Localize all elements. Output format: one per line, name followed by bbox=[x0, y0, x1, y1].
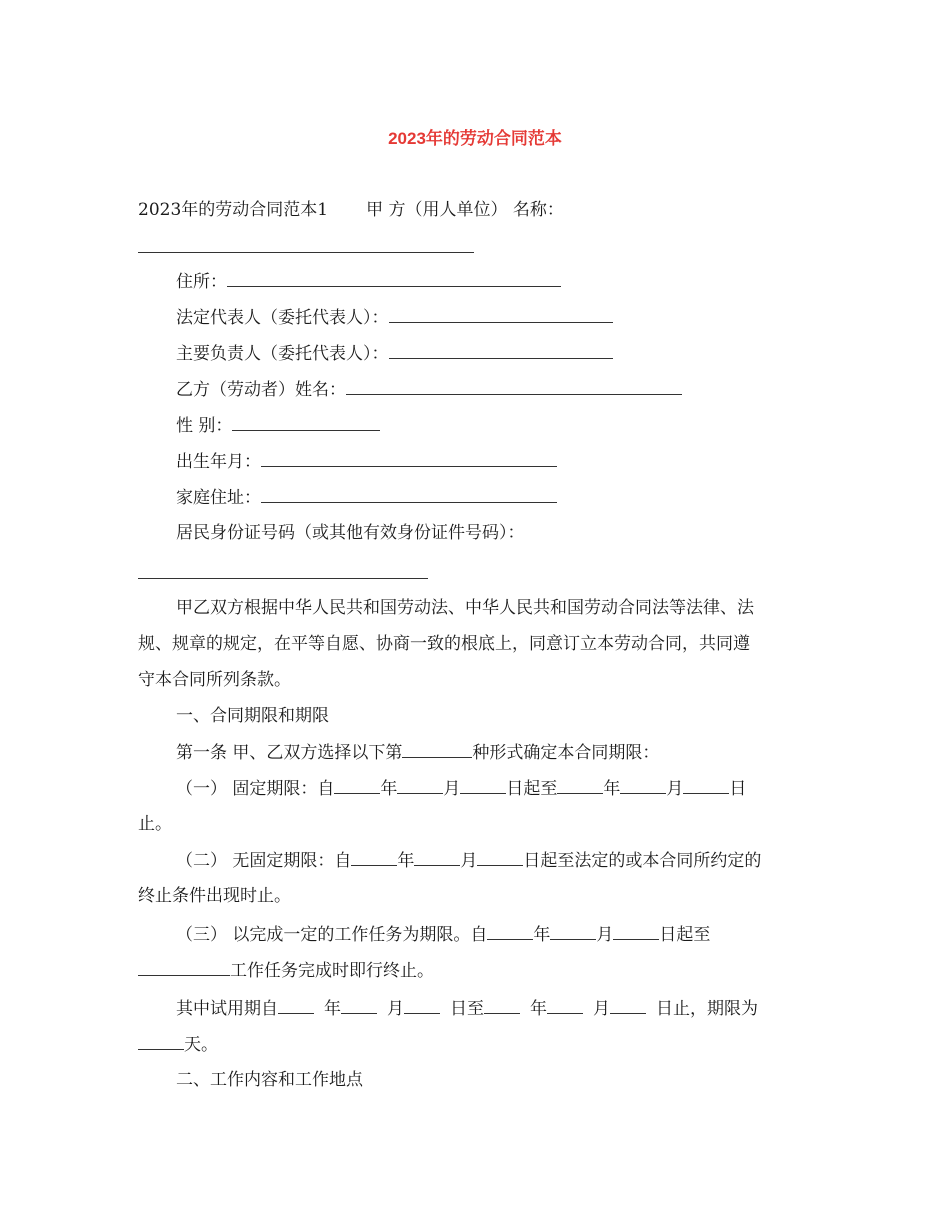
birth-field bbox=[176, 450, 557, 473]
month-text: 月 bbox=[460, 851, 478, 871]
party-a-name-label: 甲 方（用人单位） 名称： bbox=[366, 200, 564, 220]
principal-label: 主要负责人（委托代表人）： bbox=[176, 344, 389, 364]
article-1-text: 第一条 甲、乙双方选择以下第 bbox=[176, 743, 403, 763]
probation-days-blank bbox=[138, 1033, 184, 1050]
year-text: 年 bbox=[533, 925, 551, 945]
blank bbox=[334, 777, 380, 794]
home-field bbox=[176, 486, 557, 509]
gender-field bbox=[176, 414, 380, 437]
party-b-label: 乙方（劳动者）姓名： bbox=[176, 380, 346, 400]
blank bbox=[351, 849, 397, 866]
blank bbox=[610, 997, 646, 1014]
blank bbox=[620, 777, 666, 794]
day-text: 日止，期限为 bbox=[656, 999, 758, 1019]
home-blank bbox=[261, 486, 557, 503]
address-blank bbox=[227, 270, 561, 287]
section-2-heading: 二、工作内容和工作地点 bbox=[176, 1070, 363, 1090]
address-field bbox=[176, 270, 561, 293]
task-term-label: （三） 以完成一定的工作任务为期限。自 bbox=[176, 925, 488, 945]
task-term-end-line bbox=[138, 959, 434, 982]
day-text: 日至 bbox=[450, 999, 484, 1019]
task-blank bbox=[138, 959, 230, 976]
article-1-text-2: 种形式确定本合同期限： bbox=[472, 743, 660, 763]
blank bbox=[557, 777, 603, 794]
probation-end-line bbox=[138, 1033, 218, 1056]
task-term-line bbox=[176, 923, 710, 946]
year-text: 年 bbox=[397, 851, 415, 871]
month-text: 月 bbox=[666, 779, 684, 799]
open-term-label: （二） 无固定期限：自 bbox=[176, 851, 352, 871]
year-text: 年 bbox=[324, 999, 341, 1019]
party-b-blank bbox=[346, 378, 682, 395]
preamble-line-3: 守本合同所列条款。 bbox=[138, 670, 291, 690]
day-text: 日起至 bbox=[659, 925, 711, 945]
legal-rep-label: 法定代表人（委托代表人）： bbox=[176, 308, 389, 328]
month-text: 月 bbox=[593, 999, 610, 1019]
blank bbox=[487, 923, 533, 940]
year-text: 年 bbox=[603, 779, 621, 799]
blank bbox=[484, 997, 520, 1014]
preamble-line-2: 规、规章的规定，在平等自愿、协商一致的根底上，同意订立本劳动合同，共同遵 bbox=[138, 634, 750, 654]
section-1-heading: 一、合同期限和期限 bbox=[176, 706, 329, 726]
day-text: 日起至 bbox=[506, 779, 558, 799]
blank bbox=[683, 777, 729, 794]
fixed-term-line bbox=[176, 777, 746, 800]
fixed-term-label: （一） 固定期限：自 bbox=[176, 779, 335, 799]
probation-end-text: 天。 bbox=[184, 1035, 218, 1055]
month-text: 月 bbox=[443, 779, 461, 799]
blank bbox=[547, 997, 583, 1014]
gender-blank bbox=[232, 414, 380, 431]
blank bbox=[550, 923, 596, 940]
birth-label: 出生年月： bbox=[176, 452, 261, 472]
form-choice-blank bbox=[402, 741, 472, 758]
blank bbox=[397, 777, 443, 794]
preamble-line-1: 甲乙双方根据中华人民共和国劳动法、中华人民共和国劳动合同法等法律、法 bbox=[176, 598, 754, 618]
address-label: 住所： bbox=[176, 272, 227, 292]
probation-label: 其中试用期自 bbox=[176, 999, 278, 1019]
day-text: 日 bbox=[729, 779, 747, 799]
blank bbox=[404, 997, 440, 1014]
gender-label: 性 别： bbox=[176, 416, 233, 436]
home-label: 家庭住址： bbox=[176, 488, 261, 508]
legal-rep-field bbox=[176, 306, 613, 329]
birth-blank bbox=[261, 450, 557, 467]
year-text: 年 bbox=[380, 779, 398, 799]
fixed-term-end: 止。 bbox=[138, 814, 172, 834]
page-title: 2023年的劳动合同范本 bbox=[388, 129, 562, 148]
open-term-line bbox=[176, 849, 761, 872]
open-term-end: 终止条件出现时止。 bbox=[138, 886, 291, 906]
blank bbox=[477, 849, 523, 866]
probation-line bbox=[176, 997, 758, 1020]
year-text: 年 bbox=[530, 999, 547, 1019]
principal-blank bbox=[389, 342, 613, 359]
blank bbox=[278, 997, 314, 1014]
principal-field bbox=[176, 342, 613, 365]
task-end-text: 工作任务完成时即行终止。 bbox=[230, 961, 434, 981]
id-number-label: 居民身份证号码（或其他有效身份证件号码）： bbox=[176, 523, 525, 543]
contract-heading: 2023年的劳动合同范本1 bbox=[138, 200, 329, 220]
legal-rep-blank bbox=[389, 306, 613, 323]
blank bbox=[414, 849, 460, 866]
party-b-field bbox=[176, 378, 682, 401]
month-text: 月 bbox=[596, 925, 614, 945]
id-number-blank bbox=[138, 578, 428, 579]
day-text: 日起至法定的或本合同所约定的 bbox=[523, 851, 762, 871]
blank bbox=[341, 997, 377, 1014]
blank bbox=[613, 923, 659, 940]
month-text: 月 bbox=[387, 999, 404, 1019]
party-a-name-blank bbox=[138, 252, 474, 253]
blank bbox=[460, 777, 506, 794]
article-1 bbox=[176, 741, 659, 764]
intro-line bbox=[138, 199, 564, 221]
